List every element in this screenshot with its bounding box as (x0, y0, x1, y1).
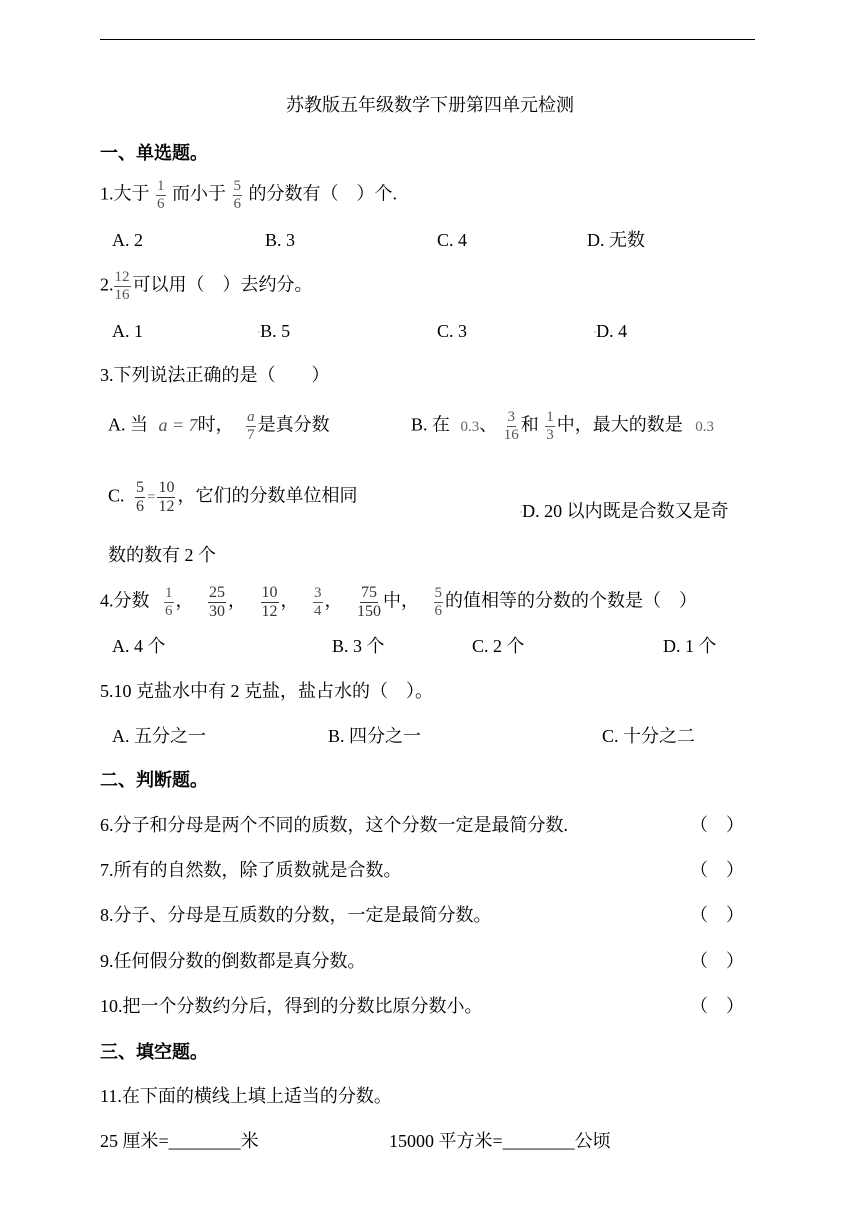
frac-den: 4 (314, 603, 322, 619)
q2-option-a: A. 1 (112, 321, 143, 341)
question-5: 5.10 克盐水中有 2 克盐，盐占水的（ ）。 (100, 681, 433, 701)
q3b-separator: 、 (479, 414, 498, 435)
judge-bracket-8: （ ） (690, 905, 744, 925)
frac-den: 6 (165, 603, 173, 619)
frac-num: 1 (546, 409, 554, 425)
q5-option-c: C. 十分之二 (602, 726, 696, 746)
fraction-1-6 (156, 179, 166, 212)
q3-option-b (411, 410, 714, 443)
q1-mid: 而小于 (172, 183, 226, 204)
q3b-suffix: 中，最大的数是 (556, 414, 683, 435)
q3c-prefix: C. (108, 485, 125, 506)
frac-num: 3 (507, 409, 516, 425)
q1-option-b: B. 3 (265, 230, 296, 250)
q5-option-b: B. 四分之一 (328, 726, 422, 746)
frac-den: 16 (503, 427, 519, 443)
frac-den: 12 (158, 498, 175, 515)
fraction-5-6 (434, 586, 444, 619)
q2-option-b-text: B. 5 (260, 321, 291, 341)
frac-num: a (247, 409, 255, 425)
question-4 (100, 585, 697, 620)
q4-prefix: 4.分数 (100, 590, 150, 611)
q3a-prefix: A. 当 (108, 414, 148, 435)
frac-den: 150 (357, 603, 381, 620)
q1-option-a: A. 2 (112, 230, 143, 250)
fraction-10-12 (261, 585, 279, 620)
frac-den: 6 (434, 603, 442, 619)
q1-prefix: 1.大于 (100, 183, 150, 204)
frac-num: 5 (233, 178, 241, 194)
q2-suffix: 可以用（ ）去约分。 (132, 274, 313, 295)
fraction-75-150 (357, 585, 381, 620)
frac-num: 3 (314, 585, 322, 601)
judge-question-8: 8.分子、分母是互质数的分数，一定是最简分数。 (100, 905, 492, 925)
q11-fill-1: 25 厘米=________米 (100, 1131, 259, 1151)
q4-comma: ， (228, 590, 246, 611)
judge-bracket-9: （ ） (690, 951, 744, 971)
q4-suffix: 的值相等的分数的个数是（ ） (445, 590, 697, 611)
q3a-mid: 时， (197, 414, 234, 435)
frac-num: 5 (136, 479, 145, 496)
q3b-value-1: 0.3 (460, 418, 480, 435)
judge-bracket-10: （ ） (690, 996, 744, 1016)
q4-option-c: C. 2 个 (472, 636, 525, 656)
q3b-prefix: B. 在 (411, 414, 451, 435)
frac-num: 12 (114, 269, 130, 285)
fraction-5-6 (135, 480, 145, 515)
q4-comma: ， (324, 590, 343, 611)
q3-option-c (108, 480, 357, 515)
q1-option-d: D. 无数 (587, 230, 645, 250)
q4-option-d: D. 1 个 (663, 636, 717, 656)
stray-dot-icon: ▫ (594, 329, 597, 336)
header-rule (100, 39, 755, 40)
frac-num: 75 (361, 584, 377, 601)
page-title: 苏教版五年级数学下册第四单元检测 (286, 95, 574, 115)
frac-num: 1 (157, 178, 165, 194)
q4-option-a: A. 4 个 (112, 636, 166, 656)
judge-bracket-6: （ ） (690, 815, 744, 835)
fraction-3-16 (504, 410, 519, 443)
frac-num: 5 (434, 585, 442, 601)
fraction-3-4 (313, 586, 323, 619)
q4-option-b: B. 3 个 (332, 636, 385, 656)
judge-question-9: 9.任何假分数的倒数都是真分数。 (100, 951, 366, 971)
question-1 (100, 179, 397, 212)
frac-num: 25 (209, 584, 225, 601)
judge-question-7: 7.所有的自然数，除了质数就是合数。 (100, 860, 402, 880)
section-heading-3: 三、填空题。 (100, 1042, 208, 1062)
frac-den: 6 (233, 196, 241, 212)
frac-den: 6 (157, 196, 165, 212)
question-3: 3.下列说法正确的是（ ） (100, 365, 330, 385)
q2-prefix: 2. (100, 274, 114, 295)
q3-option-a (108, 410, 330, 443)
q1-suffix: 的分数有（ ）个. (248, 183, 397, 204)
q3-option-d-continued: 数的数有 2 个 (108, 545, 216, 565)
stray-dot-icon: ▫ (258, 329, 261, 336)
q11-fill-2: 15000 平方米=________公顷 (389, 1131, 611, 1151)
frac-num: 10 (261, 584, 278, 601)
fraction-25-30 (208, 585, 226, 620)
q4-zhong: 中， (383, 590, 419, 611)
q3a-equation: a = 7 (158, 414, 198, 435)
section-heading-2: 二、判断题。 (100, 770, 208, 790)
q2-option-d (594, 322, 627, 340)
frac-num: 1 (165, 585, 173, 601)
fraction-10-12 (157, 480, 175, 515)
q4-comma: ， (175, 590, 194, 611)
q2-option-d-text: D. 4 (596, 321, 628, 341)
judge-question-10: 10.把一个分数约分后，得到的分数比原分数小。 (100, 996, 483, 1016)
fraction-12-16 (114, 270, 131, 303)
q3-option-d-text: D. 20 以内既是合数又是奇 (522, 501, 729, 521)
frac-den: 16 (114, 287, 130, 303)
q3c-suffix: ，它们的分数单位相同 (177, 485, 358, 506)
question-11: 11.在下面的横线上填上适当的分数。 (100, 1086, 392, 1106)
q3c-equals: = (147, 489, 156, 506)
frac-den: 30 (209, 603, 225, 620)
question-2 (100, 270, 313, 303)
section-heading-1: 一、单选题。 (100, 143, 208, 163)
q2-option-b (258, 322, 290, 340)
q3a-suffix: 是真分数 (257, 414, 330, 435)
fraction-1-3 (545, 410, 555, 443)
frac-den: 12 (261, 603, 278, 620)
frac-den: 7 (247, 427, 255, 443)
fraction-5-6 (233, 179, 243, 212)
frac-den: 6 (136, 498, 145, 515)
q1-option-c: C. 4 (437, 230, 468, 250)
fraction-1-6 (164, 586, 174, 619)
q3-option-d (520, 502, 729, 520)
q4-comma: ， (280, 590, 299, 611)
q3b-and: 和 (520, 414, 539, 435)
stray-dot-icon: ▫ (520, 509, 523, 516)
judge-bracket-7: （ ） (690, 860, 744, 880)
q3b-value-2: 0.3 (695, 418, 715, 435)
q2-option-c: C. 3 (437, 321, 468, 341)
fraction-a-7 (246, 410, 256, 443)
judge-question-6: 6.分子和分母是两个不同的质数，这个分数一定是最简分数. (100, 815, 568, 835)
q5-option-a: A. 五分之一 (112, 726, 206, 746)
frac-num: 10 (158, 479, 175, 496)
frac-den: 3 (546, 427, 554, 443)
